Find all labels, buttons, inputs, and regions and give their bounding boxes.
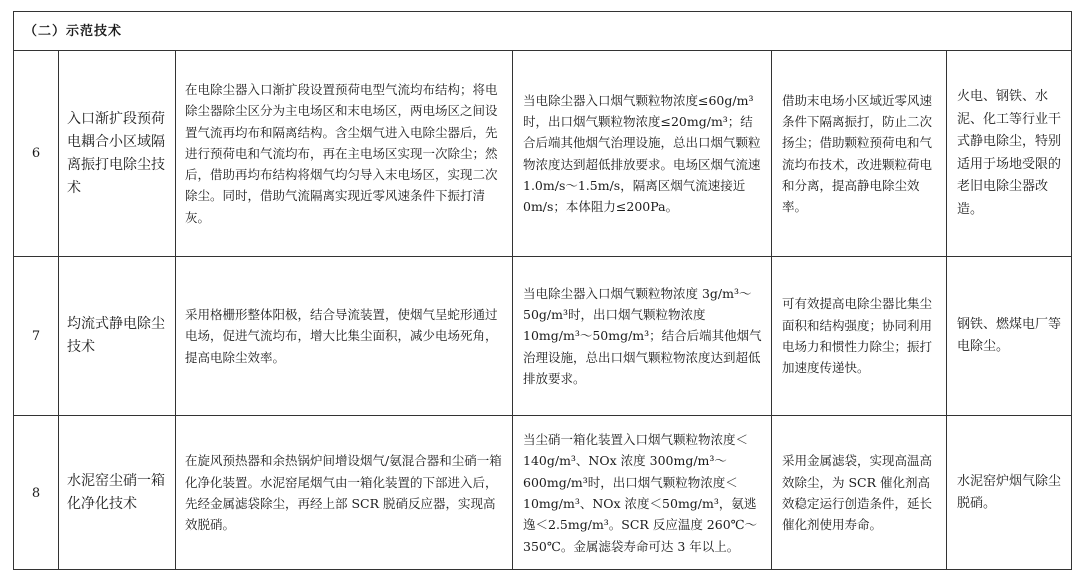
technology-name: 均流式静电除尘技术 xyxy=(58,257,175,415)
technical-advantages: 借助末电场小区域近零风速条件下隔离振打，防止二次扬尘；借助颗粒预荷电和气流均布技术，改进颗粒荷电和分离，提高静电除尘效率。 xyxy=(771,51,946,256)
table-row xyxy=(14,416,1071,570)
table-row xyxy=(14,51,1071,257)
row-number: 8 xyxy=(31,485,41,501)
technology-name: 水泥窑尘硝一箱化净化技术 xyxy=(58,416,175,570)
application-scope: 火电、钢铁、水泥、化工等行业干式静电除尘，特别适用于场地受限的老旧电除尘器改造。 xyxy=(946,51,1073,256)
technology-description: 在旋风预热器和余热锅炉间增设烟气/氨混合器和尘硝一箱化净化装置。水泥窑尾烟气由一箱化装置的下部进入后，先经金属滤袋除尘，再经上部 SCR 脱硝反应器，实现高效脱硝。 xyxy=(175,416,512,570)
technology-description: 采用格栅形整体阳极，结合导流装置，使烟气呈蛇形通过电场，促进气流均布，增大比集尘面积，减少电场死角，提高电除尘效率。 xyxy=(175,257,512,415)
application-scope: 钢铁、燃煤电厂等电除尘。 xyxy=(946,257,1073,415)
technology-description: 在电除尘器入口渐扩段设置预荷电型气流均布结构；将电除尘器除尘区分为主电场区和末电场区，两电场区之间设置气流再均布和隔离结构。含尘烟气进入电除尘器后，先进行预荷电和气流均布，再在主电场区实现一次除尘；然后，借助再均布结构将烟气均匀导入末电场区，实现二次除尘。同时，借助气流隔离实现近零风速条件下振打清灰。 xyxy=(175,51,512,256)
technical-advantages: 采用金属滤袋，实现高温高效除尘，为 SCR 催化剂高效稳定运行创造条件，延长催化剂使用寿命。 xyxy=(771,416,946,570)
technology-table xyxy=(13,11,1072,570)
row-number: 6 xyxy=(31,146,41,161)
row-number: 7 xyxy=(31,328,41,344)
technical-advantages: 可有效提高电除尘器比集尘面积和结构强度；协同利用电场力和惯性力除尘；振打加速度传递快。 xyxy=(771,257,946,415)
application-scope: 水泥窑炉烟气除尘脱硝。 xyxy=(946,416,1073,570)
technology-name: 入口渐扩段预荷电耦合小区域隔离振打电除尘技术 xyxy=(58,51,175,256)
section-title: （二）示范技术 xyxy=(14,12,1071,51)
performance-indicators: 当电除尘器入口烟气颗粒物浓度≤60g/m³时，出口烟气颗粒物浓度≤20mg/m³；结合后端其他烟气治理设施，总出口烟气颗粒物浓度达到超低排放要求。电场区烟气流速 1.0m/s～1.5m/s，隔离区烟气流速接近 0m/s；本体阻力≤200Pa。 xyxy=(512,51,771,256)
performance-indicators: 当电除尘器入口烟气颗粒物浓度 3g/m³～50g/m³时，出口烟气颗粒物浓度 10mg/m³～50mg/m³；结合后端其他烟气治理设施，总出口烟气颗粒物浓度达到超低排放要求。 xyxy=(512,257,771,415)
table-row xyxy=(14,257,1071,416)
performance-indicators: 当尘硝一箱化装置入口烟气颗粒物浓度＜140g/m³、NOx 浓度 300mg/m³～600mg/m³时，出口烟气颗粒物浓度＜10mg/m³、NOx 浓度＜50mg/m³，氨逃逸＜2.5mg/m³。SCR 反应温度 260℃～350℃。金属滤袋寿命可达 3 年以上。 xyxy=(512,416,771,570)
